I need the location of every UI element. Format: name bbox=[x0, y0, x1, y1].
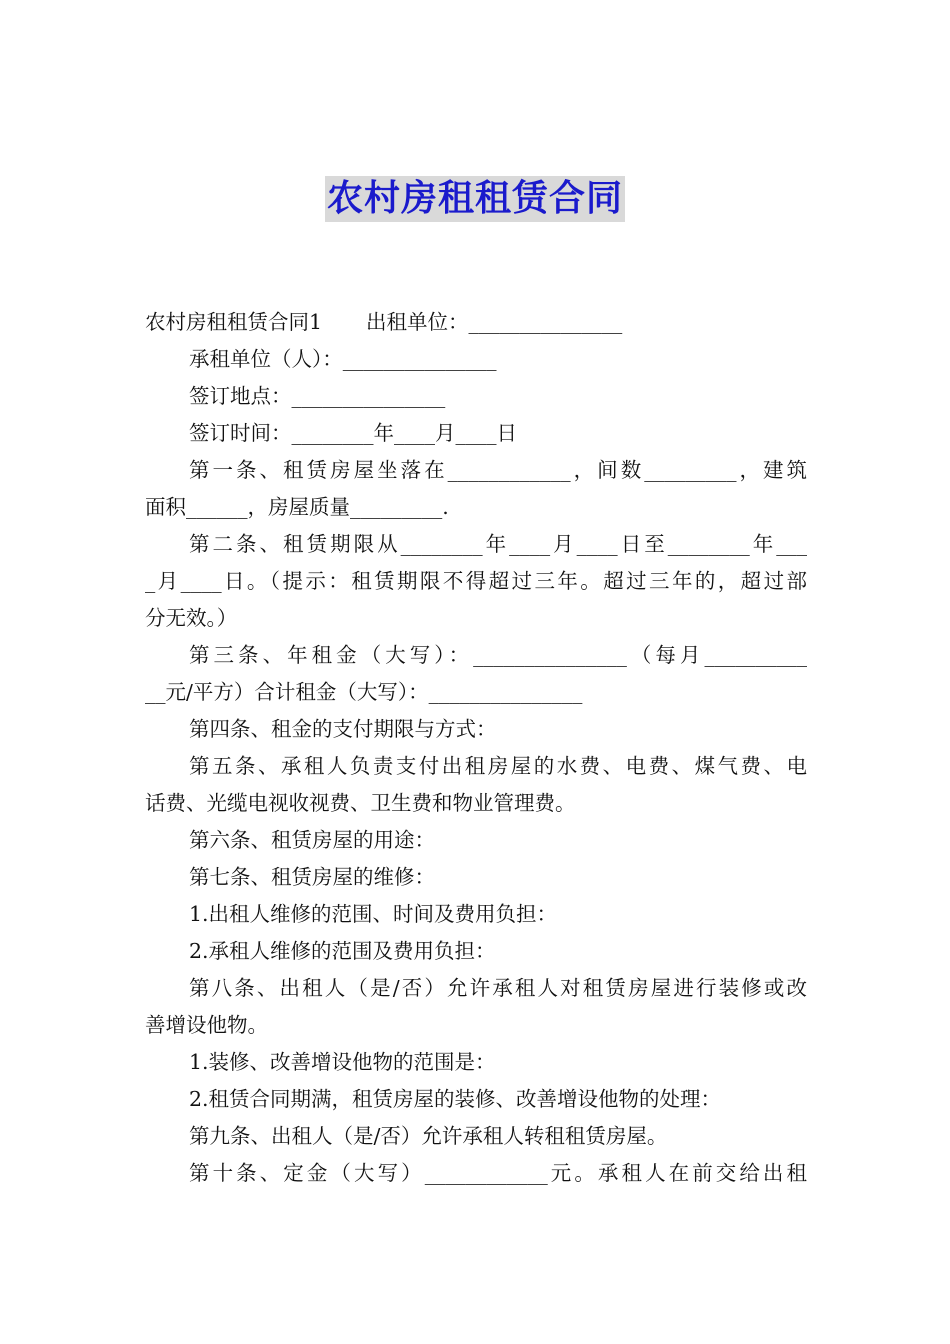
paragraph-line: 面积______，房屋质量_________. bbox=[145, 495, 449, 519]
paragraph-line: 善增设他物。 bbox=[145, 1013, 268, 1037]
paragraph-line: 第二条、租赁期限从________年____月____日至________年___ bbox=[189, 532, 807, 556]
paragraph-line: 第八条、出租人（是/否）允许承租人对租赁房屋进行装修或改 bbox=[189, 976, 807, 1000]
title-wrap bbox=[0, 176, 950, 222]
paragraph-line: 第十条、定金（大写）____________元。承租人在前交给出租 bbox=[189, 1161, 807, 1185]
paragraph-line bbox=[145, 304, 807, 341]
paragraph-line: 分无效。） bbox=[145, 606, 238, 630]
paragraph-line: 签订地点：_______________ bbox=[189, 384, 446, 408]
paragraph-line: 1.装修、改善增设他物的范围是： bbox=[189, 1050, 496, 1074]
paragraph-line: 1.出租人维修的范围、时间及费用负担： bbox=[189, 902, 558, 926]
contract-heading: 农村房租租赁合同1 bbox=[145, 310, 323, 334]
paragraph-line: _月____日。（提示：租赁期限不得超过三年。超过三年的，超过部 bbox=[145, 569, 807, 593]
paragraph-line: 承租单位（人）：_______________ bbox=[189, 347, 497, 371]
document-body bbox=[145, 304, 807, 1192]
paragraph-line: 第五条、承租人负责支付出租房屋的水费、电费、煤气费、电 bbox=[189, 754, 807, 778]
paragraph-line: 2.租赁合同期满，租赁房屋的装修、改善增设他物的处理： bbox=[189, 1087, 722, 1111]
paragraph-line: 2.承租人维修的范围及费用负担： bbox=[189, 939, 496, 963]
paragraph-line: 第六条、租赁房屋的用途： bbox=[189, 828, 435, 852]
paragraph-line: 第一条、租赁房屋坐落在____________，间数_________，建筑 bbox=[189, 458, 807, 482]
paragraph-line: 第三条、年租金（大写）：_______________（每月__________ bbox=[189, 643, 807, 667]
document-title: 农村房租租赁合同 bbox=[325, 176, 625, 222]
paragraph-line: 第七条、租赁房屋的维修： bbox=[189, 865, 435, 889]
paragraph-line: __元/平方）合计租金（大写）：_______________ bbox=[145, 680, 583, 704]
paragraph-line: 话费、光缆电视收视费、卫生费和物业管理费。 bbox=[145, 791, 576, 815]
lessor-field: 出租单位：_______________ bbox=[366, 310, 623, 334]
paragraph-line: 签订时间：________年____月____日 bbox=[189, 421, 517, 445]
paragraph-line: 第四条、租金的支付期限与方式： bbox=[189, 717, 497, 741]
paragraph-line: 第九条、出租人（是/否）允许承租人转租租赁房屋。 bbox=[189, 1124, 668, 1148]
